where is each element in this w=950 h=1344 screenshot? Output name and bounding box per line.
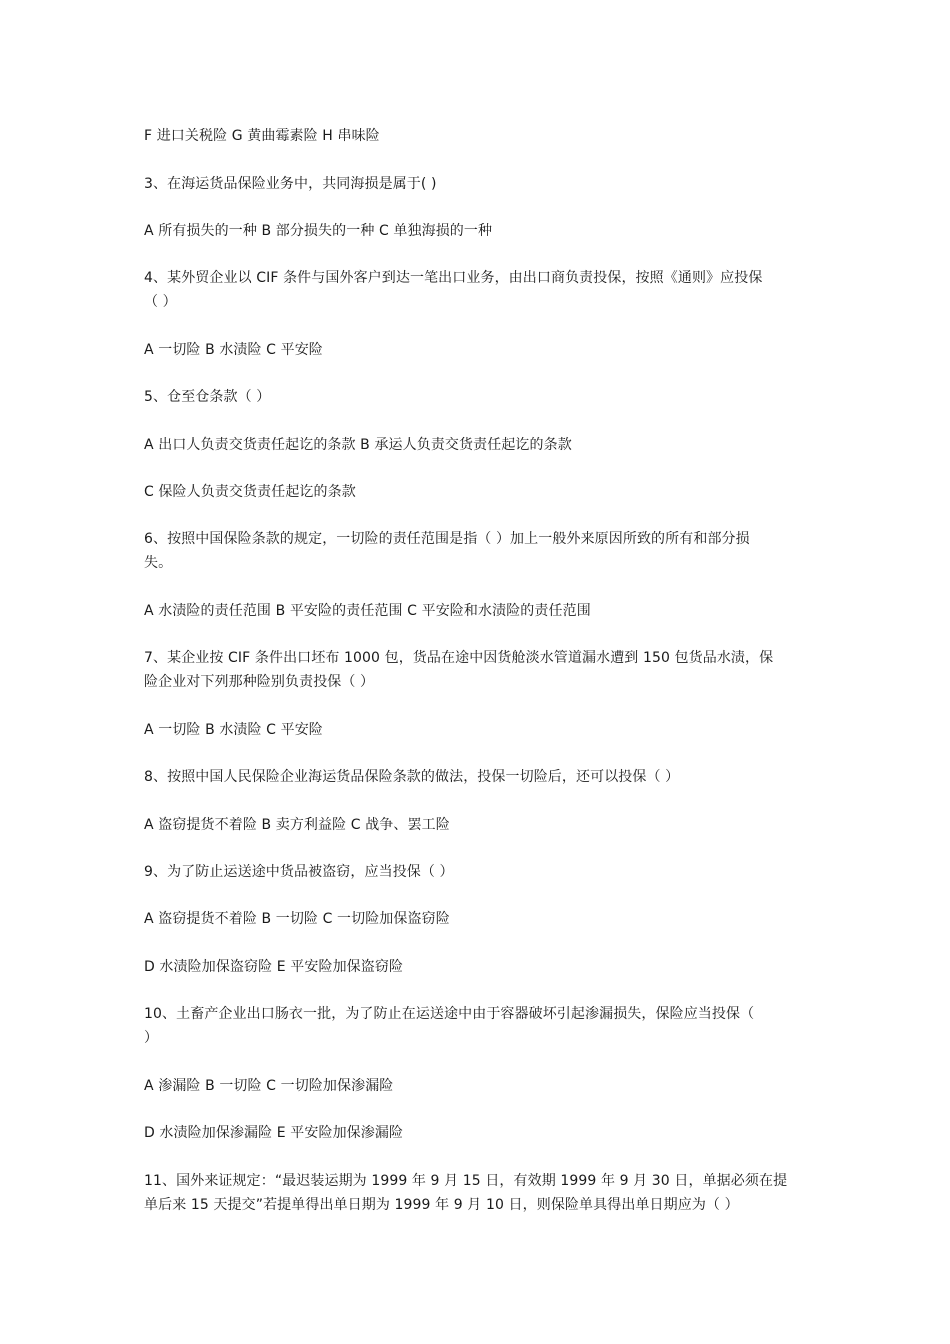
question-4: 4、某外贸企业以 CIF 条件与国外客户到达一笔出口业务，由出口商负责投保，按照《通则》应投保 bbox=[144, 270, 763, 286]
options-10-abc: A 渗漏险 B 一切险 C 一切险加保渗漏险 bbox=[144, 1078, 394, 1094]
question-10: 10、土畜产企业出口肠衣一批，为了防止在运送途中由于容器破坏引起渗漏损失，保险应当投保（ bbox=[144, 1006, 755, 1022]
options-5-c: C 保险人负责交货责任起讫的条款 bbox=[144, 484, 356, 500]
question-6-cont: 失。 bbox=[144, 555, 173, 571]
question-10-cont: ） bbox=[144, 1030, 159, 1046]
question-5: 5、仓至仓条款（ ） bbox=[144, 389, 271, 405]
question-3: 3、在海运货品保险业务中，共同海损是属于( ) bbox=[144, 176, 437, 192]
options-7: A 一切险 B 水渍险 C 平安险 bbox=[144, 722, 323, 738]
options-4: A 一切险 B 水渍险 C 平安险 bbox=[144, 342, 323, 358]
question-4-cont: （ ） bbox=[144, 294, 177, 310]
question-8: 8、按照中国人民保险企业海运货品保险条款的做法，投保一切险后，还可以投保（ ） bbox=[144, 769, 680, 785]
options-9-abc: A 盗窃提货不着险 B 一切险 C 一切险加保盗窃险 bbox=[144, 911, 450, 927]
question-7: 7、某企业按 CIF 条件出口坯布 1000 包，货品在途中因货舱淡水管道漏水遭到 150 包货品水渍，保 bbox=[144, 650, 774, 666]
options-8: A 盗窃提货不着险 B 卖方利益险 C 战争、罢工险 bbox=[144, 817, 450, 833]
options-5-ab: A 出口人负责交货责任起讫的条款 B 承运人负责交货责任起讫的条款 bbox=[144, 437, 572, 453]
question-9: 9、为了防止运送途中货品被盗窃，应当投保（ ） bbox=[144, 864, 454, 880]
question-6: 6、按照中国保险条款的规定，一切险的责任范围是指（ ）加上一般外来原因所致的所有和部分损 bbox=[144, 531, 750, 547]
options-6: A 水渍险的责任范围 B 平安险的责任范围 C 平安险和水渍险的责任范围 bbox=[144, 603, 591, 619]
options-9-de: D 水渍险加保盗窃险 E 平安险加保盗窃险 bbox=[144, 959, 404, 975]
option-line-f-h: F 进口关税险 G 黄曲霉素险 H 串味险 bbox=[144, 128, 380, 144]
question-7-cont: 险企业对下列那种险别负责投保（ ） bbox=[144, 674, 375, 690]
question-11: 11、国外来证规定：“最迟装运期为 1999 年 9 月 15 日，有效期 1999 年 9 月 30 日，单据必须在提 bbox=[144, 1173, 788, 1189]
options-3: A 所有损失的一种 B 部分损失的一种 C 单独海损的一种 bbox=[144, 223, 493, 239]
question-11-cont: 单后来 15 天提交”若提单得出单日期为 1999 年 9 月 10 日，则保险单具得出单日期应为（ ） bbox=[144, 1197, 739, 1213]
options-10-de: D 水渍险加保渗漏险 E 平安险加保渗漏险 bbox=[144, 1125, 404, 1141]
